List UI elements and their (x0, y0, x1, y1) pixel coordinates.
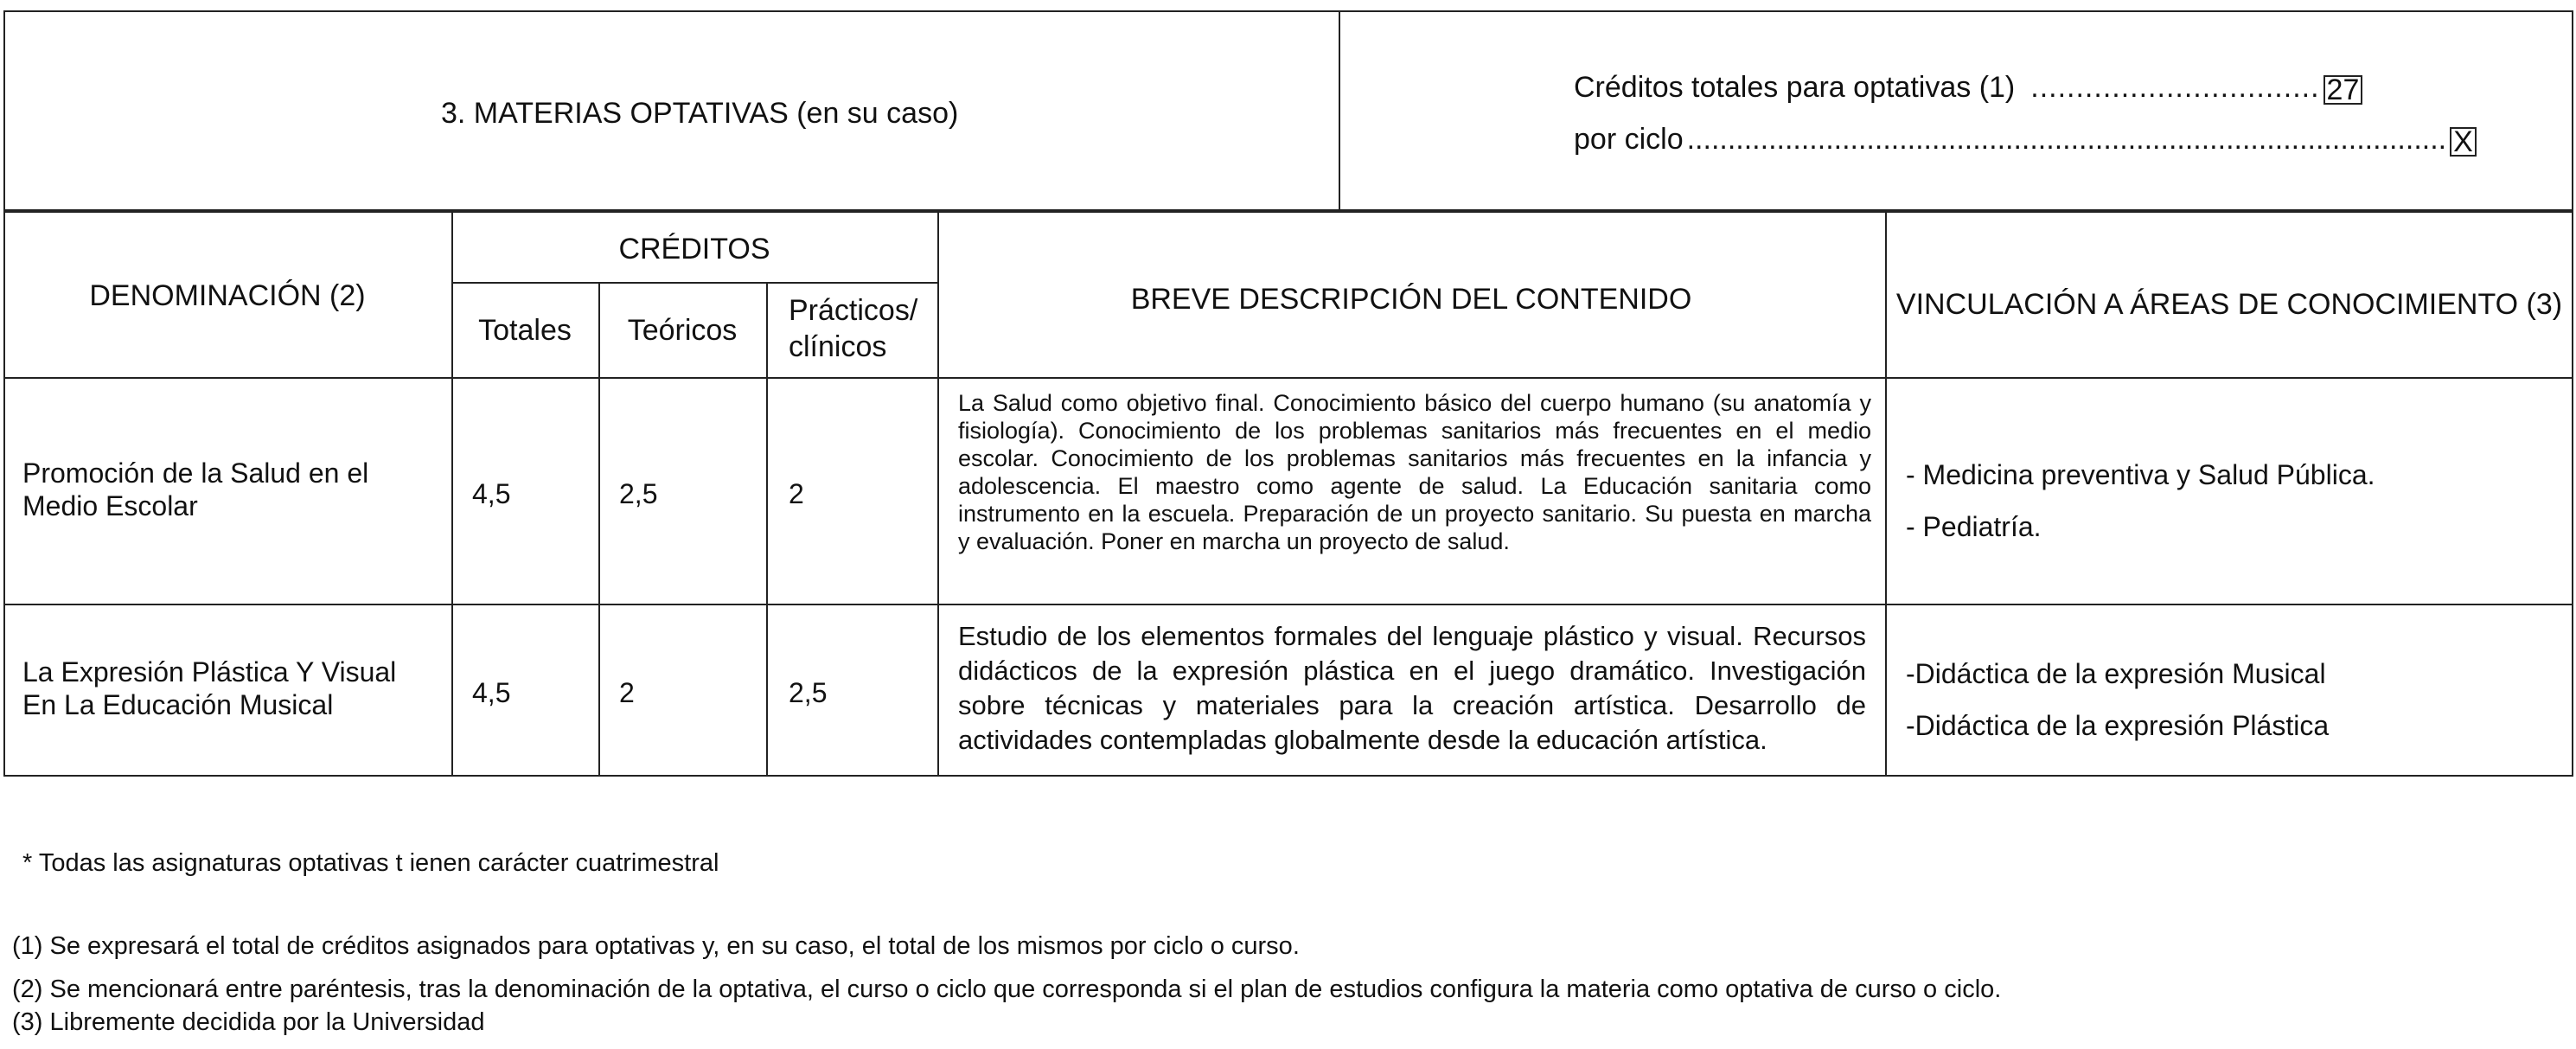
table-row-1-teoricos: 2,5 (619, 478, 658, 509)
table-row-2-totales: 4,5 (472, 677, 511, 708)
table-row-2-denominacion: La Expresión Plástica Y Visual En La Educación Musical (22, 656, 397, 720)
col-header-vinculacion: VINCULACIÓN A ÁREAS DE CONOCIMIENTO (3) (1895, 288, 2563, 321)
table-row-1-denominacion: Promoción de la Salud en el Medio Escolar (22, 457, 369, 521)
table-row-1-descripcion: La Salud como objetivo final. Conocimiento básico del cuerpo humano (su anatomía y fisiología). Conocimiento de los problemas sanitarios más frecuentes en el medio escolar. Conocimiento de los problemas sanitarios más frecuentes en la infancia y adolescencia. El maestro como agente de salud. La Educación sanitaria como instrumento en la escuela. Preparación de un proyecto sanitario. Su puesta en marcha y evaluación. Poner en marcha un proyecto de salud. (958, 390, 1871, 554)
col-header-denominacion: DENOMINACIÓN (2) (89, 279, 366, 312)
col-line-3 (766, 282, 768, 777)
note-1: (1) Se expresará el total de créditos asignados para optativas y, en su caso, el total de los mismos por ciclo o curso. (12, 932, 1300, 960)
note-3: (3) Libremente decidida por la Universidad (12, 1008, 485, 1036)
col-header-teoricos: Teóricos (627, 314, 738, 347)
col-header-descripcion: BREVE DESCRIPCIÓN DEL CONTENIDO (1130, 283, 1692, 316)
table-row-1-totales: 4,5 (472, 478, 511, 509)
total-credits-value: 27 (2324, 75, 2363, 105)
table-row-2-area-1: -Didáctica de la expresión Musical (1906, 658, 2326, 689)
note-asterisk: * Todas las asignaturas optativas t ienen carácter cuatrimestral (22, 849, 719, 877)
table-row-2-area-2: -Didáctica de la expresión Plástica (1906, 710, 2330, 741)
header-bottom-line (3, 377, 2573, 379)
cycle-label: por ciclo (1574, 123, 1684, 156)
total-credits-label: Créditos totales para optativas (1) (1574, 71, 2016, 104)
row-separator (3, 604, 2573, 605)
table-row-1-practicos: 2 (789, 478, 804, 509)
note-2: (2) Se mencionará entre paréntesis, tras la denominación de la optativa, el curso o ciclo que corresponda si el plan de estudios configura la materia como optativa de curso o ciclo. (12, 975, 2002, 1003)
table-row-2-practicos: 2,5 (789, 677, 828, 708)
cycle-line (1574, 123, 2477, 157)
table-row-1-area-1: - Medicina preventiva y Salud Pública. (1906, 459, 2375, 490)
table-row-2-descripcion: Estudio de los elementos formales del lenguaje plástico y visual. Recursos didácticos de la expresión plástica en el juego dramático. Investigación sobre técnicas y materiales para la creación artística. Desarrollo de actividades contempladas globalmente desde la educación artística. (958, 621, 1866, 755)
total-credits-line (1574, 71, 2362, 105)
total-credits-dots: ................................ (2030, 71, 2320, 104)
col-line-1 (451, 211, 453, 777)
section-title: 3. MATERIAS OPTATIVAS (en su caso) (441, 97, 959, 130)
col-header-totales: Totales (478, 314, 572, 347)
table-row-2-teoricos: 2 (619, 677, 635, 708)
cycle-dots: ............................................................................................. (1686, 123, 2447, 156)
col-header-creditos: CRÉDITOS (618, 233, 770, 265)
header-divider (1339, 10, 1340, 211)
col-header-practicos: Prácticos/ clínicos (789, 294, 918, 363)
header-box (3, 10, 2573, 211)
credits-subheader-line (451, 282, 937, 284)
cycle-value: X (2450, 127, 2477, 157)
col-line-2 (598, 282, 600, 777)
table-row-1-area-2: - Pediatría. (1906, 511, 2042, 542)
